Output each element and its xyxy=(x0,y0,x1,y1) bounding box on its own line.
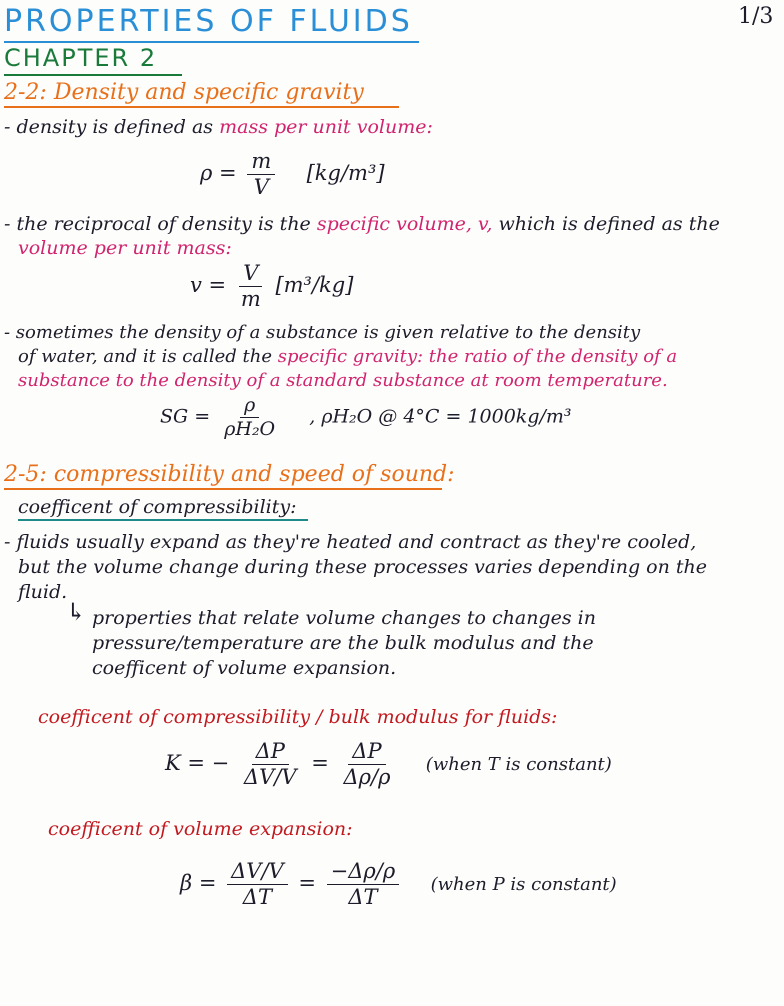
sg-text: of water, and it is called the xyxy=(18,346,273,367)
chapter-heading: CHAPTER 2 xyxy=(4,44,182,76)
density-fraction xyxy=(247,150,275,199)
compressibility-subheading: coefficent of compressibility: xyxy=(18,496,308,521)
bulk-modulus-heading: coefficent of compressibility / bulk modulus for fluids: xyxy=(38,706,558,728)
bulk-num-2: ΔP xyxy=(348,740,385,765)
spec-vol-text-post: which is defined as the xyxy=(498,213,720,235)
spec-vol-eq-lhs: v = xyxy=(190,273,227,298)
spec-vol-unit: [m³/kg] xyxy=(275,273,354,298)
fluids-para-line3: fluid. xyxy=(18,581,68,603)
exp-num-1: ΔV/V xyxy=(227,860,288,885)
volume-expansion-heading: coefficent of volume expansion: xyxy=(48,818,353,840)
density-unit: [kg/m³] xyxy=(306,161,385,186)
properties-line3: coefficent of volume expansion. xyxy=(92,657,397,679)
bulk-modulus-equation xyxy=(165,740,612,789)
density-def-highlight: mass per unit volume: xyxy=(219,116,433,138)
density-num: m xyxy=(247,150,275,175)
exp-eq-lhs: β = xyxy=(180,871,217,896)
spec-vol-den: m xyxy=(240,287,261,312)
page-number: 1/3 xyxy=(738,4,774,29)
arrow-icon: ↳ xyxy=(66,598,87,626)
exp-den-2: ΔT xyxy=(348,885,378,910)
specific-gravity-line3: substance to the density of a standard substance at room temperature. xyxy=(18,370,668,391)
exp-den-1: ΔT xyxy=(242,885,272,910)
section-heading-2-2: 2-2: Density and specific gravity xyxy=(4,80,399,108)
exp-eq-note: (when P is constant) xyxy=(430,874,617,896)
bulk-den-2: Δρ/ρ xyxy=(343,765,391,790)
sg-definition: the ratio of the density of a xyxy=(428,346,678,367)
bulk-num-1: ΔP xyxy=(252,740,289,765)
specific-volume-line1 xyxy=(4,212,720,237)
sg-eq-lhs: SG = xyxy=(160,405,211,428)
specific-gravity-line2 xyxy=(18,344,677,369)
fluids-para-line1: - fluids usually expand as they're heated and contract as they're cooled, xyxy=(4,531,697,553)
density-definition xyxy=(4,115,433,140)
density-def-text: - density is defined as xyxy=(4,116,214,138)
specific-gravity-line1: - sometimes the density of a substance is given relative to the density xyxy=(4,322,641,343)
bulk-den-1: ΔV/V xyxy=(243,765,297,790)
exp-eq-sign: = xyxy=(298,871,316,896)
specific-volume-equation xyxy=(190,262,353,311)
section-heading-2-5: 2-5: compressibility and speed of sound: xyxy=(4,462,442,490)
density-den: V xyxy=(253,175,269,200)
sg-den: ρH₂O xyxy=(224,417,276,440)
properties-line1: properties that relate volume changes to changes in xyxy=(92,607,596,629)
bulk-eq-lhs: K = − xyxy=(165,751,230,776)
volume-expansion-equation xyxy=(180,860,617,909)
page-title: PROPERTIES OF FLUIDS xyxy=(4,4,419,43)
specific-volume-line2: volume per unit mass: xyxy=(18,237,232,259)
sg-num: ρ xyxy=(240,395,259,418)
fluids-para-line2: but the volume change during these processes varies depending on the xyxy=(18,556,707,578)
bulk-eq-sign: = xyxy=(311,751,329,776)
exp-fraction-2 xyxy=(327,860,400,909)
specific-gravity-equation xyxy=(160,395,572,440)
sg-highlight: specific gravity: xyxy=(277,346,424,367)
sg-eq-rhs: , ρH₂O @ 4°C = 1000kg/m³ xyxy=(309,405,572,428)
density-equation xyxy=(200,150,385,199)
spec-vol-num: V xyxy=(239,262,262,287)
bulk-fraction-1 xyxy=(240,740,301,789)
density-eq-lhs: ρ = xyxy=(200,161,237,186)
bulk-eq-note: (when T is constant) xyxy=(425,754,612,776)
spec-vol-fraction xyxy=(237,262,265,311)
properties-line2: pressure/temperature are the bulk modulus and the xyxy=(92,632,594,654)
exp-num-2: −Δρ/ρ xyxy=(327,860,400,885)
spec-vol-text: - the reciprocal of density is the xyxy=(4,213,311,235)
sg-fraction xyxy=(220,395,279,440)
bulk-fraction-2 xyxy=(339,740,394,789)
spec-vol-highlight: specific volume, v, xyxy=(316,213,493,235)
exp-fraction-1 xyxy=(227,860,288,909)
